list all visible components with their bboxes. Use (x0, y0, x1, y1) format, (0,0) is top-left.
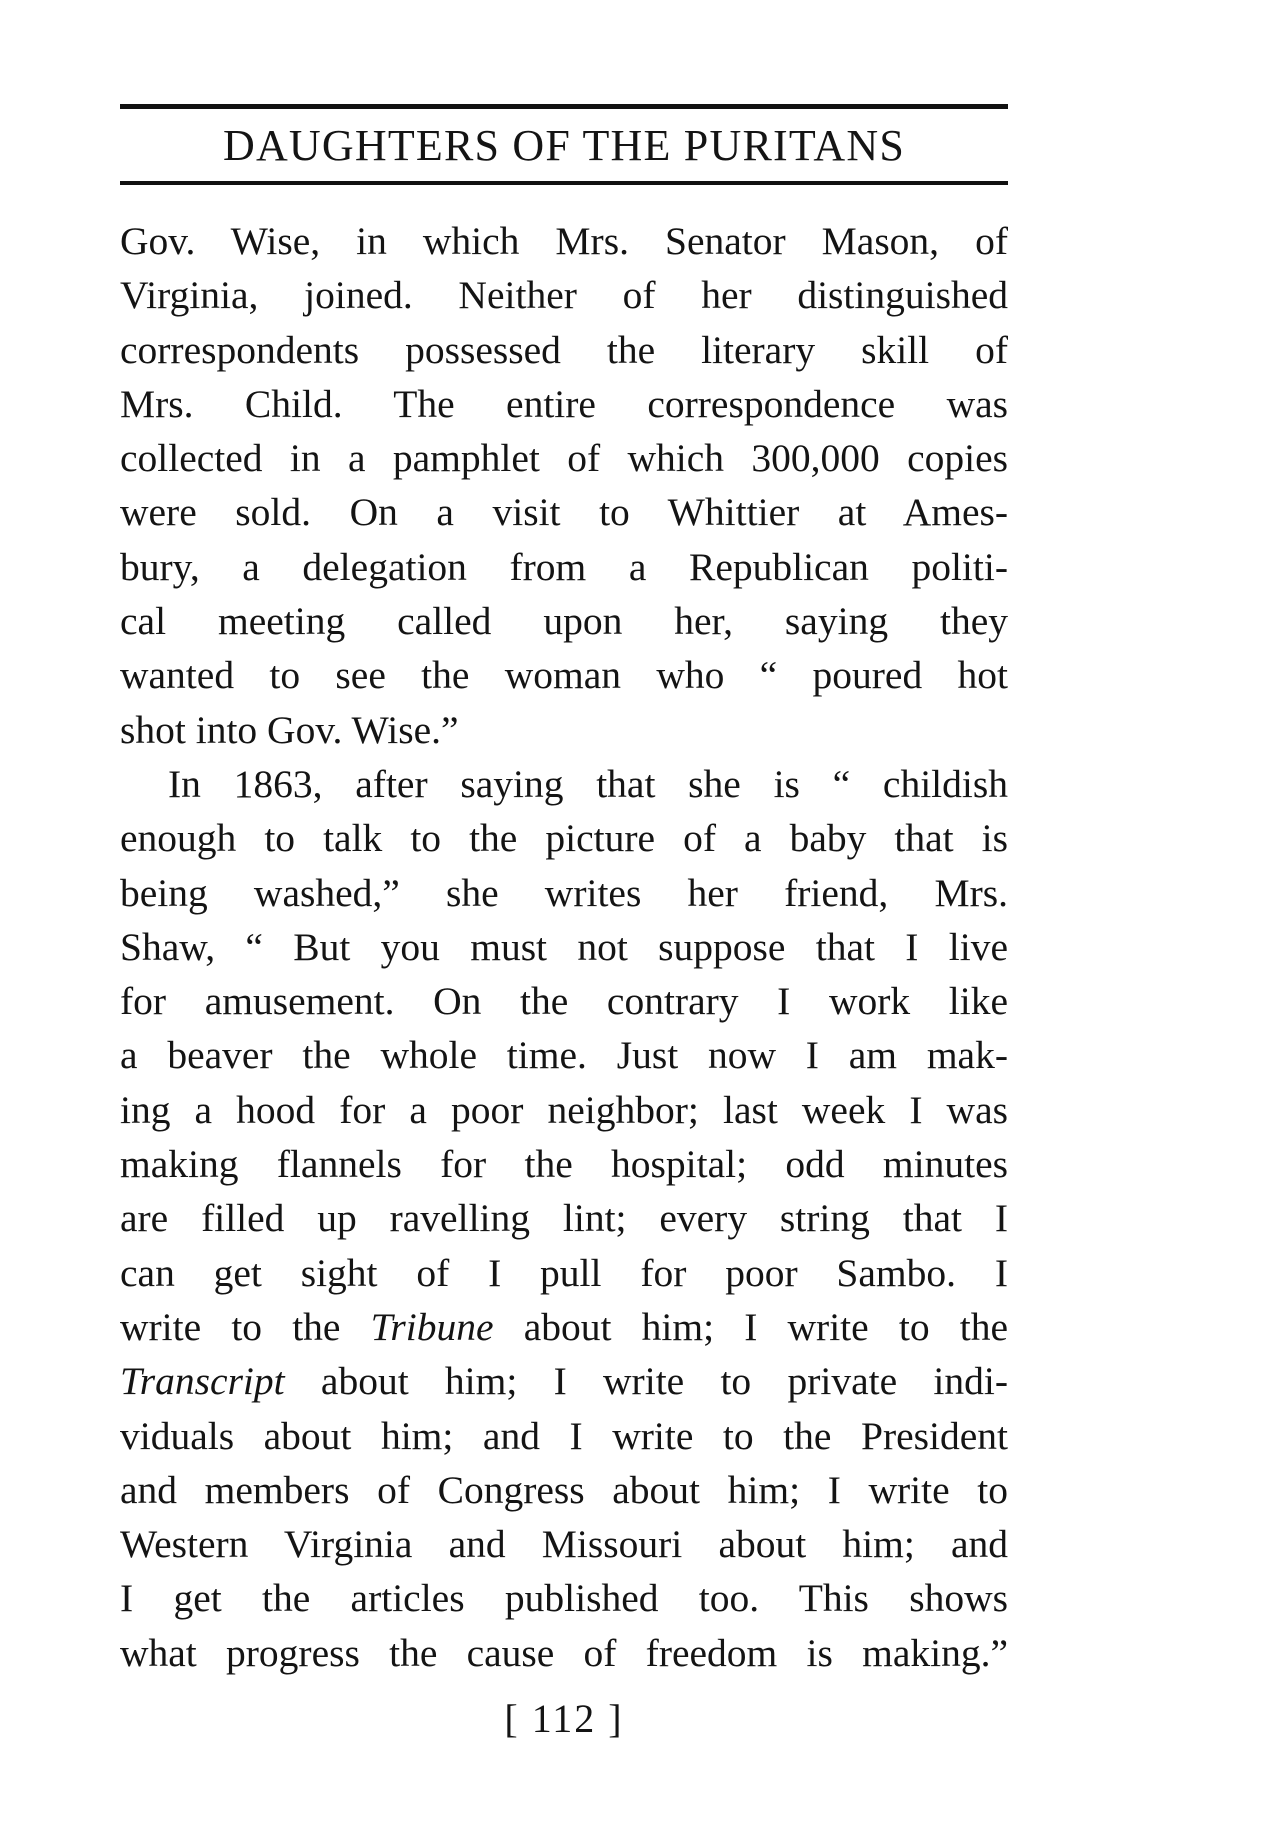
text-line: Western Virginia and Missouri about him; and (120, 1522, 1008, 1567)
text-line (120, 1300, 1008, 1354)
header-rule-top (120, 104, 1008, 109)
text-line: collected in a pamphlet of which 300,000 copies (120, 436, 1008, 481)
text-line: what progress the cause of freedom is making.” (120, 1630, 1008, 1675)
text-line: ing a hood for a poor neighbor; last week I was (120, 1087, 1008, 1132)
text-line: In 1863, after saying that she is “ childish (168, 761, 1008, 806)
text-line: for amusement. On the contrary I work like (120, 979, 1008, 1024)
text-line: Mrs. Child. The entire correspondence was (120, 381, 1008, 426)
page-number: [ 112 ] (504, 1696, 624, 1741)
text-line: Shaw, “ But you must not suppose that I live (120, 924, 1008, 969)
header-rule-bottom (120, 181, 1008, 185)
body-text (120, 214, 1008, 1680)
text-line: viduals about him; and I write to the President (120, 1413, 1008, 1458)
paragraph-1 (120, 214, 1008, 757)
text-run: write to the (120, 1304, 371, 1349)
text-line: wanted to see the woman who “ poured hot (120, 653, 1008, 698)
text-run: about him; I write to the (493, 1304, 1008, 1349)
text-line: and members of Congress about him; I write to (120, 1467, 1008, 1512)
text-run: about him; I write to private indi- (284, 1359, 1008, 1404)
text-line: Gov. Wise, in which Mrs. Senator Mason, of (120, 219, 1008, 263)
text-line: were sold. On a visit to Whittier at Ames- (120, 490, 1008, 535)
text-line: cal meeting called upon her, saying they (120, 599, 1008, 644)
text-line: enough to talk to the picture of a baby that is (120, 816, 1008, 861)
paragraph-2 (120, 757, 1008, 1680)
text-line: a beaver the whole time. Just now I am mak- (120, 1033, 1008, 1078)
text-line: making flannels for the hospital; odd minutes (120, 1142, 1008, 1187)
text-line: can get sight of I pull for poor Sambo. I (120, 1250, 1008, 1295)
text-line: Virginia, joined. Neither of her distinguished (120, 273, 1008, 318)
newspaper-title-tribune: Tribune (370, 1304, 494, 1349)
text-line (120, 1354, 1008, 1408)
running-head: DAUGHTERS OF THE PURITANS (222, 121, 906, 170)
text-line: bury, a delegation from a Republican politi- (120, 544, 1008, 589)
newspaper-title-transcript: Transcript (120, 1359, 285, 1404)
text-line: being washed,” she writes her friend, Mrs. (120, 870, 1008, 915)
text-line: are filled up ravelling lint; every string that I (120, 1196, 1008, 1241)
text-line: I get the articles published too. This shows (120, 1576, 1008, 1621)
text-line: correspondents possessed the literary skill of (120, 327, 1008, 372)
text-line: shot into Gov. Wise.” (120, 707, 459, 752)
